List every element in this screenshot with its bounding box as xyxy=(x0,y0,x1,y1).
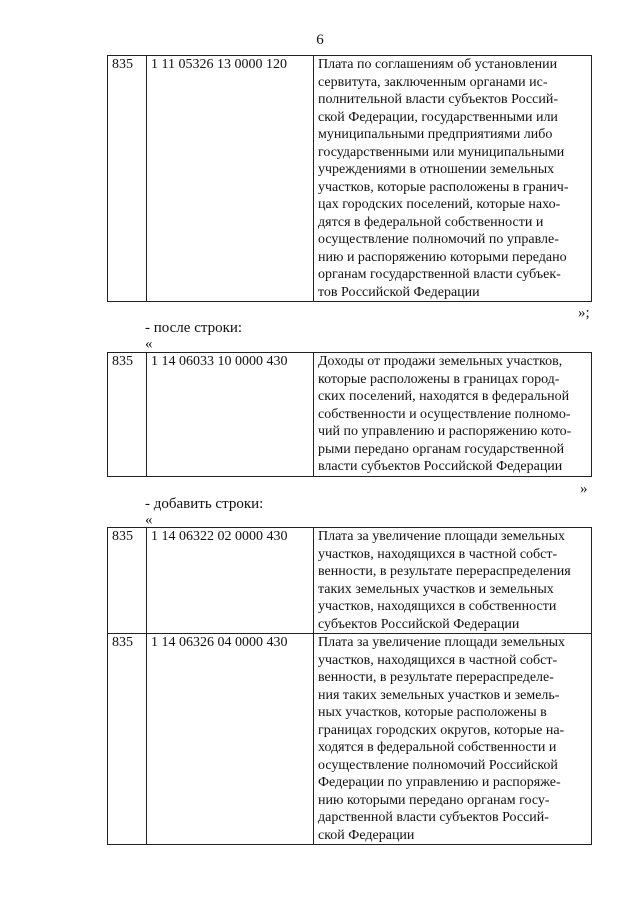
income-name-cell: Плата по соглашениям об установлении сервитута, заключенным органами ис- полнительной власти субъектов Россий- ской Федерации, государственными или муниципальными предприятиями либо государственными или муниципальными учреждениями в отношении земельных участков, которые расположены в гранич- цах городских поселений, которые нахо- дятся в федеральной собственности и осуществление полномочий по управле- нию и распоряжению которыми передано органам государственной власти субъек- тов Российской Федерации xyxy=(314,56,592,302)
budget-code-cell: 1 14 06033 10 0000 430 xyxy=(147,353,314,477)
opening-quote: « xyxy=(145,512,153,528)
income-name-cell: Плата за увеличение площади земельных участков, находящихся в частной собст- венности, в результате перераспределения таких земельных участков и земельных участков, находящихся в собственности субъектов Российской Федерации xyxy=(314,528,592,634)
instruction-after-row: - после строки: xyxy=(145,320,243,336)
income-name-cell: Доходы от продажи земельных участков, которые расположены в границах город- ских поселений, находятся в федеральной собственности и осуществление полномо- чий по управлению и распоряжению кото- рыми передано органам государственной власти субъектов Российской Федерации xyxy=(314,353,592,477)
revenue-table-2 xyxy=(107,352,592,477)
budget-code-cell: 1 11 05326 13 0000 120 xyxy=(147,56,314,302)
opening-quote: « xyxy=(145,336,153,352)
closing-quote: »; xyxy=(578,305,590,321)
budget-code-cell: 1 14 06326 04 0000 430 xyxy=(147,634,314,845)
budget-code-cell: 1 14 06322 02 0000 430 xyxy=(147,528,314,634)
income-name-cell: Плата за увеличение площади земельных участков, находящихся в частной собст- венности, в результате перераспределе- ния таких земельных участков и земель- ных участков, которые расположены в границах городских округов, которые на- ходятся в федеральной собственности и осуществление полномочий Российской Федерации по управлению и распоряже- нию которыми передано органам госу- дарственной власти субъектов Россий- ской Федерации xyxy=(314,634,592,845)
admin-code-cell: 835 xyxy=(108,634,147,845)
admin-code-cell: 835 xyxy=(108,56,147,302)
page-number: 6 xyxy=(316,32,324,48)
closing-quote: » xyxy=(580,481,588,497)
table-row xyxy=(108,353,592,477)
admin-code-cell: 835 xyxy=(108,353,147,477)
table-row xyxy=(108,528,592,634)
table-row xyxy=(108,634,592,845)
instruction-add-rows: - добавить строки: xyxy=(145,496,264,512)
revenue-table-1 xyxy=(107,55,592,302)
admin-code-cell: 835 xyxy=(108,528,147,634)
revenue-table-3 xyxy=(107,527,592,845)
table-row xyxy=(108,56,592,302)
